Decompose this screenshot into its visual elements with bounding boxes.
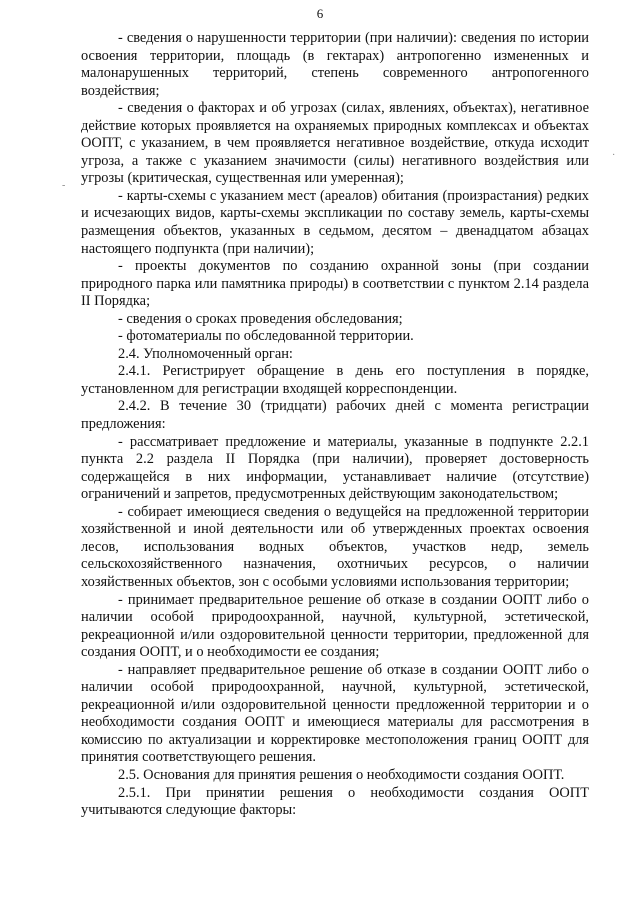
paragraph-sends-decision: - направляет предварительное решение об отказе в создании ООПТ либо о наличии особой природоохранной, научной, культурной, эстетической, рекреационной и/или оздоровительной ценности предложенной территории и о необходимости создания ООПТ и имеющиеся материалы для рассмотрения в комиссию по актуализации и корректировке местоположения границ ООПТ для принятия соответствующего решения. (81, 661, 589, 766)
paragraph-threat-factors: - сведения о факторах и об угрозах (силах, явлениях, объектах), негативное действие которых проявляется на охраняемых природных комплексах и объектах ООПТ, с указанием, в чем проявляется негативное воздействие, откуда исходит угроза, а также с указанием значимости (силы) негативного воздействия или угрозы (критическая, существенная или умеренная); (81, 100, 589, 187)
document-body (81, 30, 589, 820)
scan-speck-right: · (612, 150, 616, 161)
paragraph-photo-materials: - фотоматериалы по обследованной территории. (118, 328, 414, 345)
page-number: 6 (316, 6, 324, 21)
paragraph-protection-zone-drafts: - проекты документов по созданию охранной зоны (при создании природного парка или памятника природы) в соответствии с пунктом 2.14 раздела II Порядка; (81, 258, 589, 310)
paragraph-preliminary-decision: - принимает предварительное решение об отказе в создании ООПТ либо о наличии особой природоохранной, научной, культурной, эстетической, рекреационной и/или оздоровительной ценности территории, предложенной для создания ООПТ, и о необходимости ее создания; (81, 591, 589, 661)
paragraph-schematic-maps: - карты-схемы с указанием мест (ареалов) обитания (произрастания) редких и исчезающих видов, карты-схемы экспликации по составу земель, карты-схемы размещения объектов, указанных в седьмом, десятом – двенадцатом абзацах настоящего подпункта (при наличии); (81, 187, 589, 257)
scan-speck-left: - (62, 180, 66, 191)
paragraph-2-4-1: 2.4.1. Регистрирует обращение в день его поступления в порядке, установленном для регистрации входящей корреспонденции. (81, 363, 589, 397)
paragraph-collects-info: - собирает имеющиеся сведения о ведущейся на предложенной территории хозяйственной и иной деятельности или об утвержденных проектах освоения лесов, использования водных объектов, участков недр, земель сельскохозяйственного назначения, охотничьих ресурсов, о наличии хозяйственных объектов, зон с особыми условиями использования территории; (81, 503, 589, 590)
paragraph-2-5-1: 2.5.1. При принятии решения о необходимости создания ООПТ учитываются следующие факторы: (81, 784, 589, 819)
paragraph-survey-dates: - сведения о сроках проведения обследования; (118, 310, 403, 327)
section-heading-2-4: 2.4. Уполномоченный орган: (118, 345, 293, 362)
paragraph-disturbance-info: - сведения о нарушенности территории (при наличии): сведения по истории освоения территории, площадь (в гектарах) антропогенно измененных и малонарушенных территорий, степень современного антропогенного воздействия; (81, 30, 589, 99)
paragraph-2-4-2: 2.4.2. В течение 30 (тридцати) рабочих дней с момента регистрации предложения: (81, 398, 589, 433)
paragraph-reviews-proposal: - рассматривает предложение и материалы, указанные в подпункте 2.2.1 пункта 2.2 раздела II Порядка (при наличии), проверяет достоверность содержащейся в них информации, устанавливает наличие (отсутствие) ограничений и запретов, предусмотренных действующим законодательством; (81, 433, 589, 503)
section-heading-2-5: 2.5. Основания для принятия решения о необходимости создания ООПТ. (118, 766, 565, 783)
